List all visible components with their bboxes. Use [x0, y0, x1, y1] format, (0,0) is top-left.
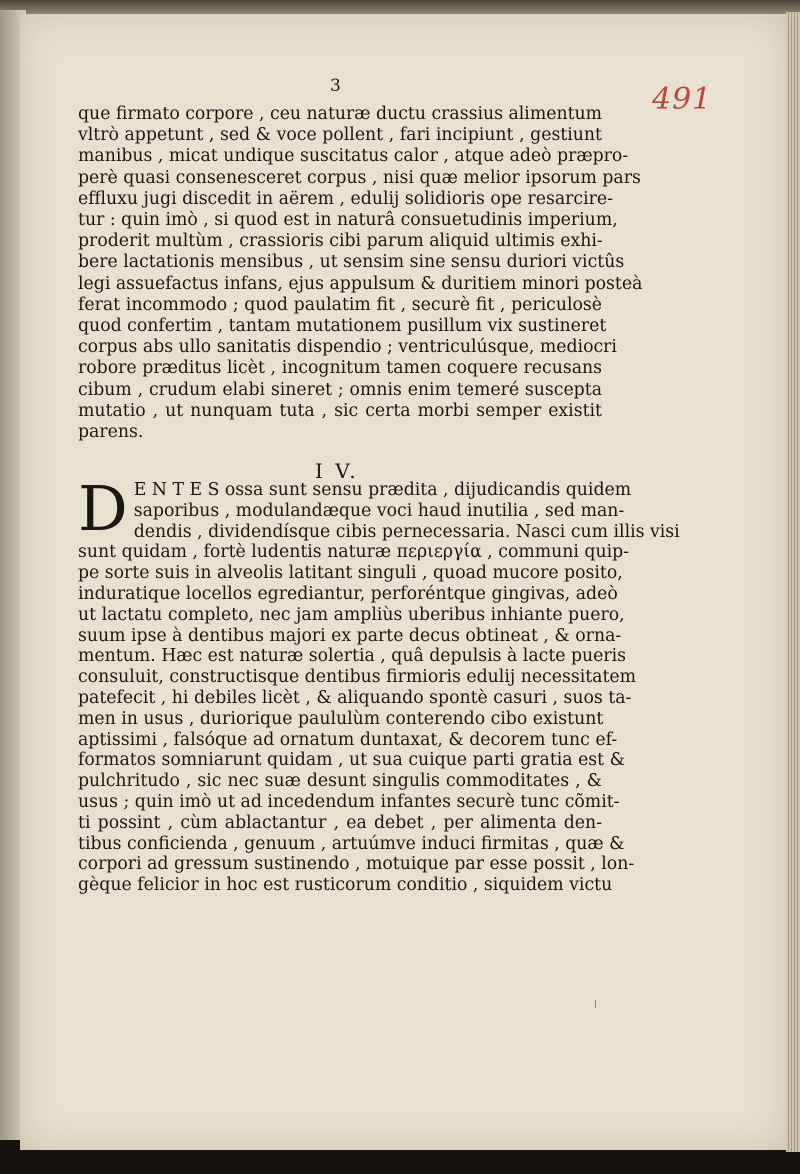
- pencil-mark: [595, 1000, 596, 1008]
- text-line: robore præditus licèt , incognitum tamen coquere recusans: [78, 358, 602, 379]
- text-line: perè quasi consenesceret corpus , nisi quæ melior ipsorum pars: [78, 167, 641, 188]
- paragraph-2: [78, 472, 680, 896]
- text-line: ferat incommodo ; quod paulatim fit , securè fit , periculosè: [78, 294, 602, 315]
- text-line: formatos somniarunt quidam , ut sua cuique parti gratia est &: [78, 750, 626, 771]
- paragraph-1: [78, 104, 643, 443]
- text-line: aptissimi , falsóque ad ornatum duntaxat, & decorem tunc ef-: [78, 729, 618, 750]
- text-line: proderit multùm , crassioris cibi parum aliquid ultimis exhi-: [78, 231, 603, 252]
- page-stack-edge: [786, 12, 800, 1152]
- text-line: pe sorte suis in alveolis latitant singuli , quoad mucore posito,: [78, 563, 623, 584]
- text-line: parens.: [78, 422, 144, 443]
- text-line: effluxu jugi discedit in aërem , edulij solidioris ope resarcire-: [78, 188, 613, 209]
- text-line: que firmato corpore , ceu naturæ ductu crassius alimentum: [78, 104, 603, 124]
- section-heading: I V.: [315, 459, 359, 483]
- text-line: vltrò appetunt , sed & voce pollent , fari incipiunt , gestiunt: [78, 125, 602, 146]
- text-line: sunt quidam , fortè ludentis naturæ περιεργία , communi quip-: [78, 542, 630, 563]
- text-line: mutatio , ut nunquam tuta , sic certa morbi semper existit: [78, 400, 602, 421]
- text-line: corpus abs ullo sanitatis dispendio ; ventriculúsque, mediocri: [78, 337, 617, 358]
- text-line: quod confertim , tantam mutationem pusillum vix sustineret: [78, 316, 607, 337]
- text-line: dendis , dividendísque cibis pernecessaria. Nasci cum illis visi: [133, 521, 680, 542]
- text-line: E N T E S ossa sunt sensu prædita , dijudicandis quidem: [133, 480, 632, 500]
- text-line: suum ipse à dentibus majori ex parte decus obtineat , & orna-: [78, 625, 622, 646]
- text-line: corpori ad gressum sustinendo , motuique par esse possit , lon-: [78, 854, 635, 875]
- text-line: men in usus , duriorique paululùm conterendo cibo existunt: [78, 708, 604, 729]
- text-line: tibus conficienda , genuum , artuúmve induci firmitas , quæ &: [78, 833, 625, 854]
- text-line: induratique locellos egrediantur, perforéntque gingivas, adeò: [78, 583, 618, 604]
- text-line: legi assuefactus infans, ejus appulsum & duritiem minori posteà: [78, 273, 643, 294]
- drop-cap: D: [78, 472, 128, 545]
- text-line: tur : quin imò , si quod est in naturâ consuetudinis imperium,: [78, 210, 618, 231]
- text-line: saporibus , modulandæque voci haud inutilia , sed man-: [133, 500, 625, 521]
- page-number: 3: [330, 76, 341, 96]
- text-line: pulchritudo , sic nec suæ desunt singulis commoditates , &: [78, 771, 602, 792]
- text-line: usus ; quin imò ut ad incedendum infantes securè tunc cõmit-: [78, 791, 620, 812]
- text-line: mentum. Hæc est naturæ solertia , quâ depulsis à lacte pueris: [78, 646, 627, 667]
- text-line: cibum , crudum elabi sineret ; omnis enim temeré suscepta: [78, 379, 602, 400]
- text-line: manibus , micat undique suscitatus calor , atque adeò præpro-: [78, 146, 629, 167]
- text-line: ut lactatu completo, nec jam ampliùs uberibus inhiante puero,: [78, 604, 625, 625]
- text-line: gèque felicior in hoc est rusticorum conditio , siquidem victu: [78, 875, 613, 896]
- text-line: consuluit, constructisque dentibus firmioris edulij necessitatem: [78, 667, 637, 688]
- text-line: ti possint , cùm ablactantur , ea debet , per alimenta den-: [78, 812, 602, 833]
- text-line: bere lactationis mensibus , ut sensim sine sensu duriori victûs: [78, 252, 625, 273]
- folio-annotation: 491: [652, 82, 713, 117]
- text-line: patefecit , hi debiles licèt , & aliquando spontè casuri , suos ta-: [78, 687, 632, 708]
